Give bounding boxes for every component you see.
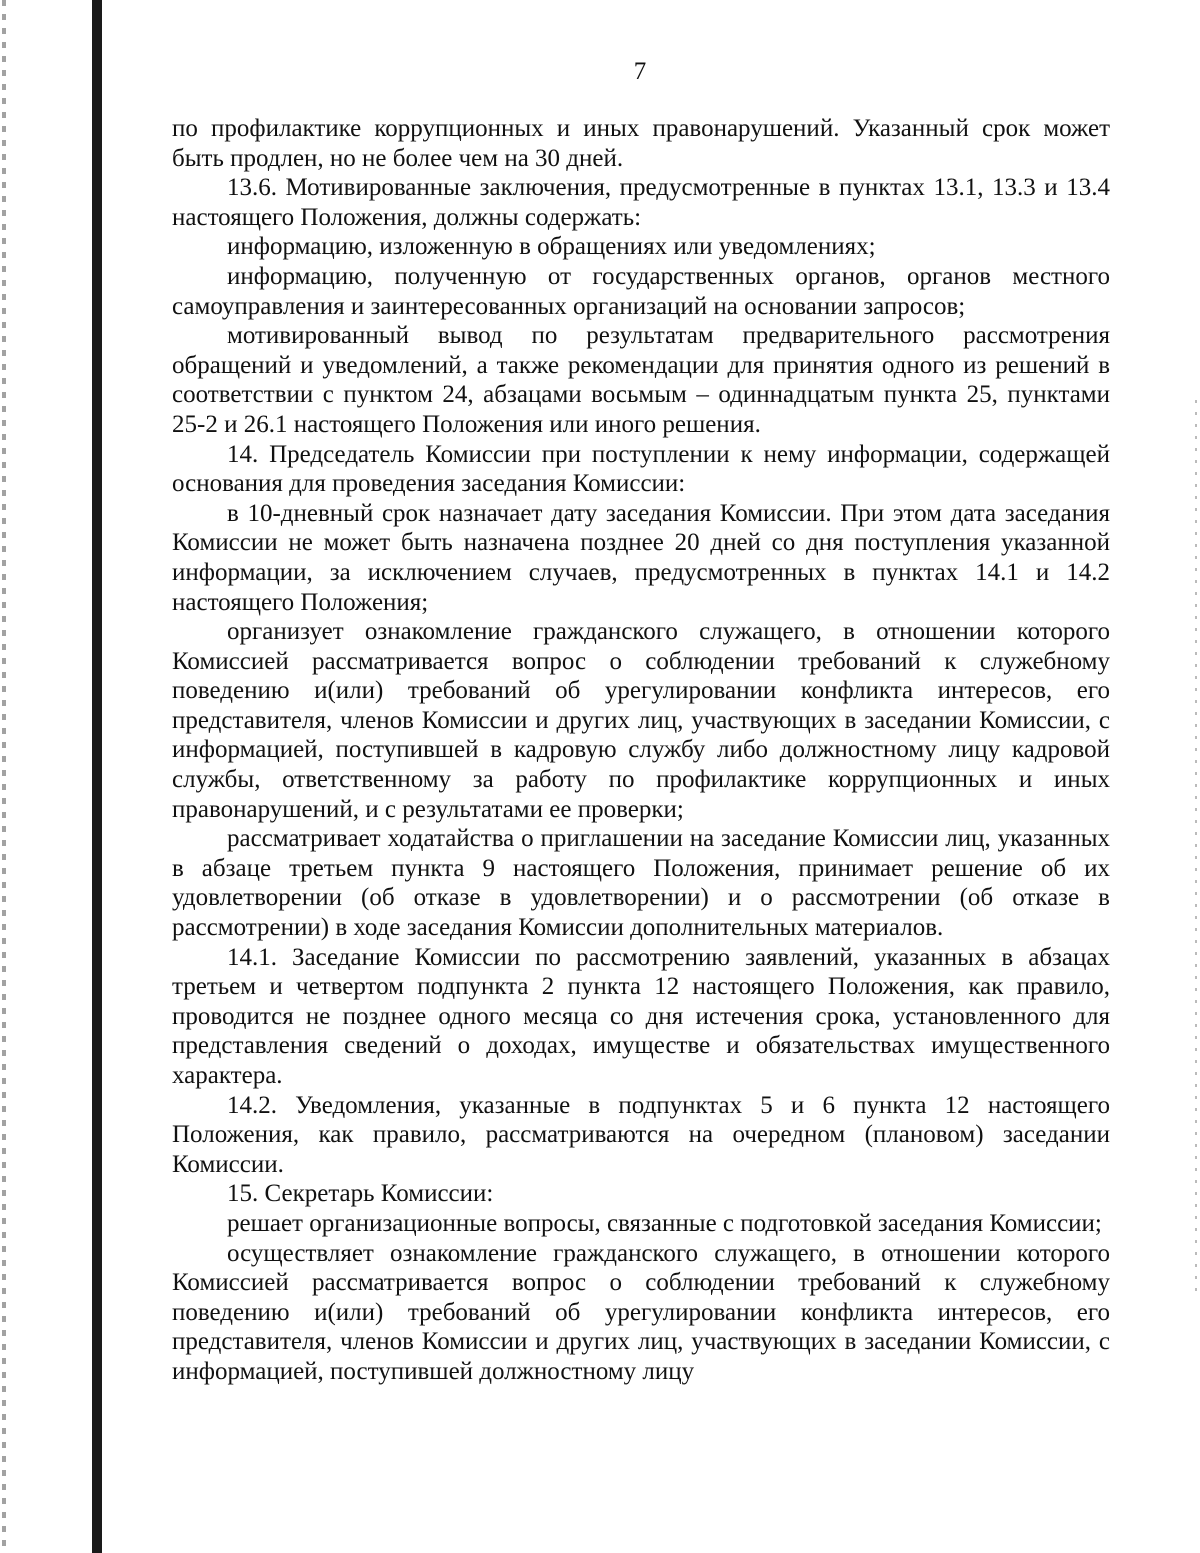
scan-binding-bar	[92, 0, 102, 1553]
scan-binding-edge	[2, 0, 6, 1553]
paragraph-14: 14. Председатель Комиссии при поступлении к нему информации, содержащей основания для проведения заседания Комиссии:	[172, 440, 1110, 498]
paragraph-info-appeals: информацию, изложенную в обращениях или уведомлениях;	[227, 233, 876, 261]
paragraph-organizational-issues: решает организационные вопросы, связанные с подготовкой заседания Комиссии;	[227, 1209, 1102, 1237]
paragraph-13-6: 13.6. Мотивированные заключения, предусмотренные в пунктах 13.1, 13.3 и 13.4 настоящего Положения, должны содержать:	[172, 174, 1110, 231]
paragraph-15: 15. Секретарь Комиссии:	[227, 1180, 494, 1208]
paragraph-petitions: рассматривает ходатайства о приглашении на заседание Комиссии лиц, указанных в абзаце третьем пункта 9 настоящего Положения, принимает решение об их удовлетворении (об отказе в удовлетворении) и о рассмотрении (об отказе в рассмотрении) в ходе заседания Комиссии дополнительных материалов.	[172, 825, 1110, 942]
paragraph-secretary-review: осуществляет ознакомление гражданского служащего, в отношении которого Комиссией рассматривается вопрос о соблюдении требований к служебному поведению и(или) требований об урегулировании конфликта интересов, его представителя, членов Комиссии и других лиц, участвующих в заседании Комиссии, с информацией, поступившей должностному лицу	[172, 1239, 1110, 1385]
document-body	[172, 114, 1110, 1387]
page-number: 7	[633, 58, 647, 85]
paragraph-reasoned-conclusion: мотивированный вывод по результатам предварительного рассмотрения обращений и уведомлений, а также рекомендации для принятия одного из решений в соответствии с пунктом 24, абзацами восьмым – одиннадцатым пункта 25, пунктами 25-2 и 26.1 настоящего Положения или иного решения.	[172, 322, 1110, 438]
paragraph-14-2: 14.2. Уведомления, указанные в подпунктах 5 и 6 пункта 12 настоящего Положения, как правило, рассматриваются на очередном (плановом) заседании Комиссии.	[172, 1091, 1110, 1178]
scan-right-edge	[1195, 400, 1197, 1300]
paragraph-14-1: 14.1. Заседание Комиссии по рассмотрению заявлений, указанных в абзацах третьем и четвертом подпункта 2 пункта 12 настоящего Положения, как правило, проводится не позднее одного месяца со дня истечения срока, установленного для представления сведений о доходах, имуществе и обязательствах имущественного характера.	[172, 943, 1110, 1089]
paragraph-continuation: по профилактике коррупционных и иных правонарушений. Указанный срок может быть продлен, но не более чем на 30 дней.	[172, 115, 1110, 172]
paragraph-organizes-review: организует ознакомление гражданского служащего, в отношении которого Комиссией рассматривается вопрос о соблюдении требований к служебному поведению и(или) требований об урегулировании конфликта интересов, его представителя, членов Комиссии и других лиц, участвующих в заседании Комиссии, с информацией, поступившей в кадровую службу либо должностному лицу кадровой службы, ответственному за работу по профилактике коррупционных и иных правонарушений, и с результатами ее проверки;	[172, 618, 1110, 823]
paragraph-info-agencies: информацию, полученную от государственных органов, органов местного самоуправления и заинтересованных организаций на основании запросов;	[172, 262, 1110, 320]
paragraph-meeting-date: в 10-дневный срок назначает дату заседания Комиссии. При этом дата заседания Комиссии не может быть назначена позднее 20 дней со дня поступления указанной информации, за исключением случаев, предусмотренных в пунктах 14.1 и 14.2 настоящего Положения;	[172, 499, 1110, 616]
